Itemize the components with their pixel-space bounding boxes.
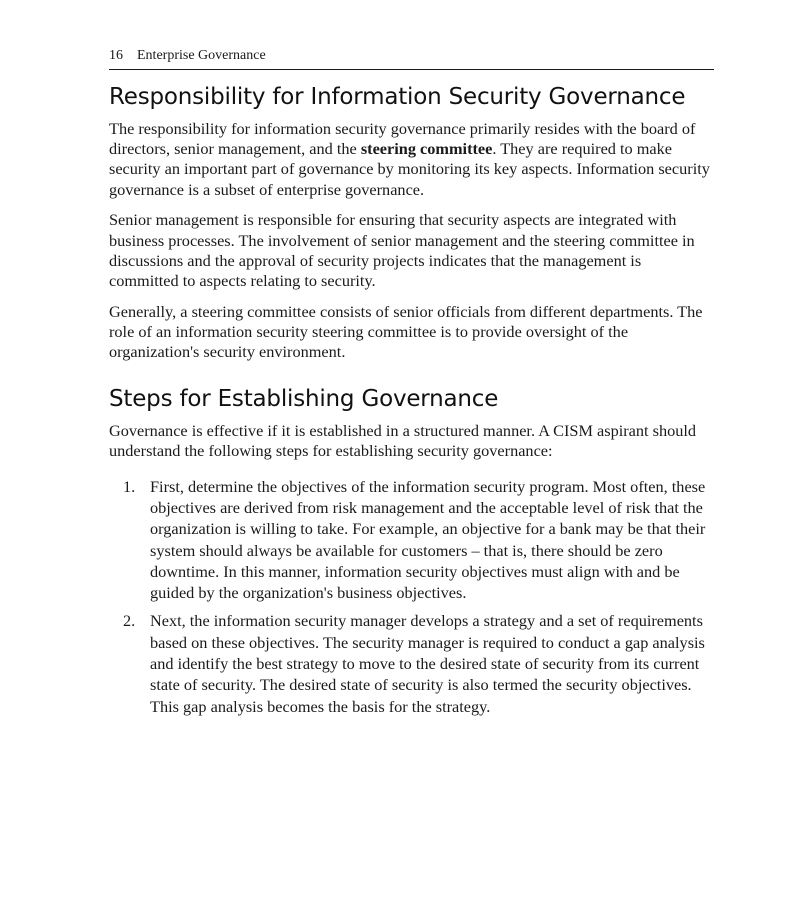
list-item-text: Next, the information security manager develops a strategy and a set of requirements based on these objectives. The security manager is required to conduct a gap analysis and identify the best strategy to move to the desired state of security from its current state of security. The desired state of security is also termed the security objectives. This gap analysis becomes the basis for the strategy. — [150, 611, 705, 716]
list-item-text: First, determine the objectives of the information security program. Most often, these objectives are derived from risk management and the acceptable level of risk that the organization is willing to take. For example, an objective for a bank may be that their system should always be available for customers – that is, there should be zero downtime. In this manner, information security objectives must align with and be guided by the organization's business objectives. — [150, 476, 706, 603]
section-heading-responsibility: Responsibility for Information Security Governance — [109, 84, 686, 110]
section-heading-steps: Steps for Establishing Governance — [109, 386, 499, 413]
list-item-number: 2. — [123, 611, 136, 631]
paragraph-steps-intro: Governance is effective if it is established in a structured manner. A CISM aspirant should understand the following steps for establishing security governance: — [109, 421, 697, 461]
paragraph-text-end: . They are required to make security an important part of governance by monitoring its key aspects. Information security governance is a subset of enterprise governance. — [109, 139, 710, 199]
paragraph-text-start: The responsibility for information security governance primarily resides with the board of directors, senior management, and the — [109, 119, 696, 159]
paragraph-responsibility — [109, 119, 714, 200]
page-number: 16 — [109, 48, 123, 63]
paragraph-senior-management: Senior management is responsible for ensuring that security aspects are integrated with business processes. The involvement of senior management and the steering committee in discussions and the approval of security projects indicates that the management is committed to aspects relating to security. — [109, 210, 695, 290]
list-item — [109, 610, 714, 716]
bold-term-steering-committee: steering committee — [360, 139, 493, 159]
list-item — [109, 476, 714, 604]
steps-list — [109, 476, 714, 717]
book-page — [109, 46, 714, 724]
running-title: Enterprise Governance — [137, 48, 266, 63]
paragraph-steering-committee: Generally, a steering committee consists of senior officials from different departments. The role of an information security steering committee is to provide oversight of the organization's security environment. — [109, 301, 703, 362]
running-header — [109, 46, 714, 70]
list-item-number: 1. — [123, 476, 136, 496]
